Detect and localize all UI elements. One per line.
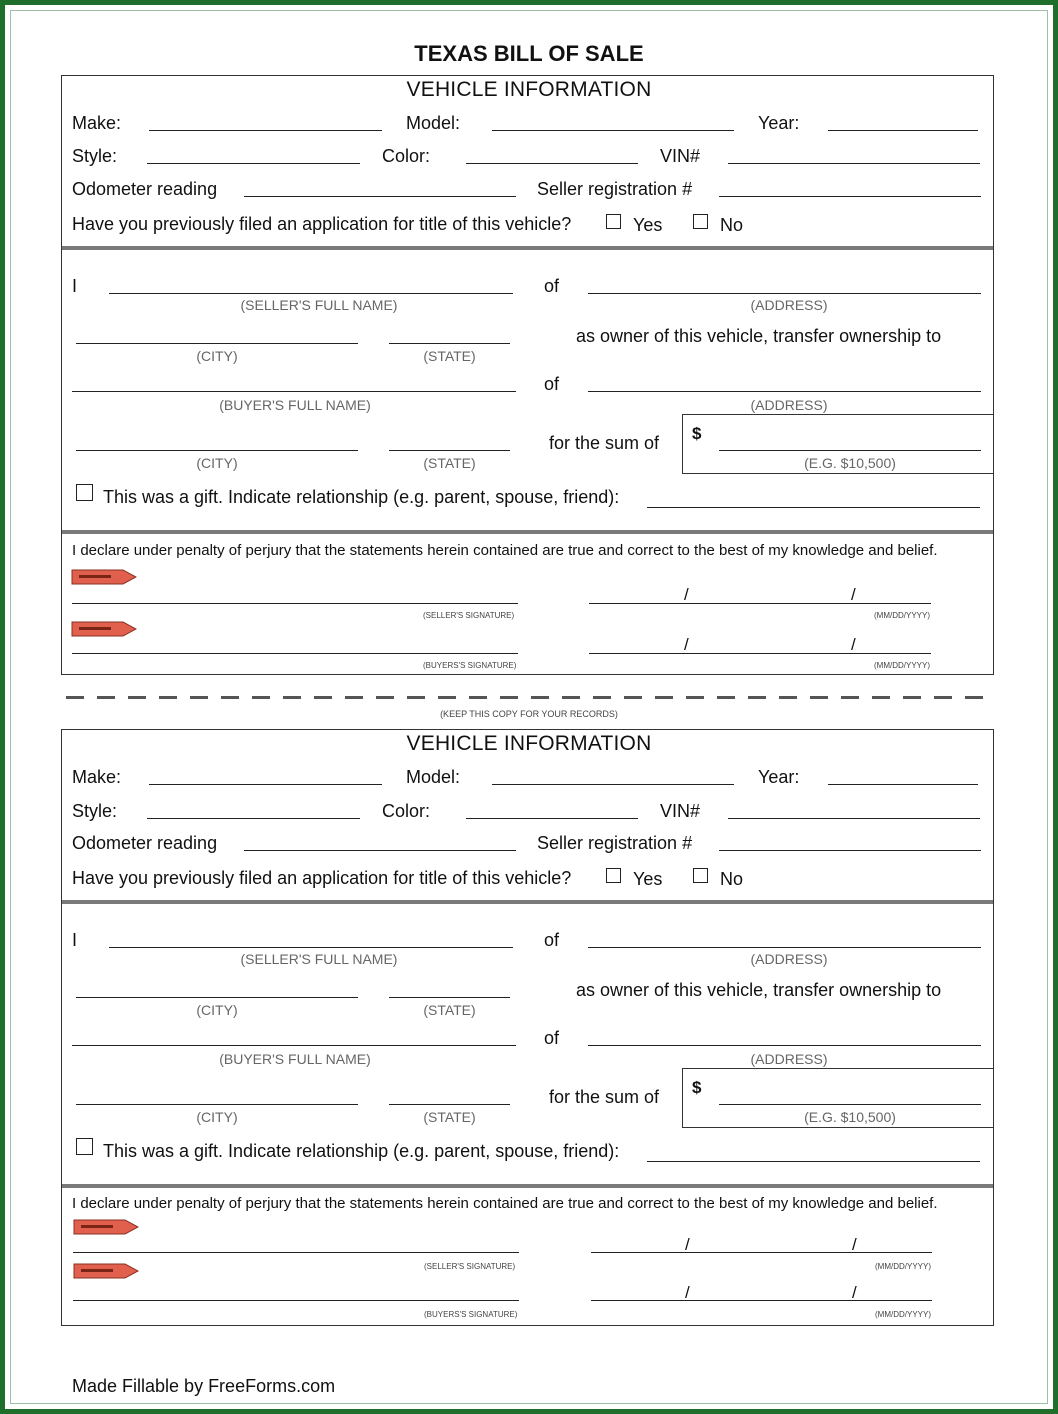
buyer-name-field[interactable] (72, 1045, 516, 1046)
vin-label: VIN# (660, 801, 701, 821)
color-label: Color: (382, 146, 431, 166)
seller-state-caption: (STATE) (423, 348, 476, 364)
buyer-state-field[interactable] (389, 450, 510, 451)
sum-caption: (E.G. $10,500) (804, 455, 896, 471)
seller-address-caption: (ADDRESS) (750, 951, 828, 967)
sign-here-tag (73, 1262, 139, 1280)
buyer-signature-caption: (BUYERS'S SIGNATURE) (424, 1310, 518, 1319)
title-no-label: No (720, 869, 744, 889)
make-field[interactable] (149, 130, 382, 131)
model-field[interactable] (492, 784, 734, 785)
buyer-city-field[interactable] (76, 1104, 358, 1105)
date-slash: / (684, 585, 689, 604)
sign-here-tag (71, 620, 137, 638)
date-slash: / (851, 635, 856, 654)
sum-field[interactable] (719, 1104, 981, 1105)
seller-signature-caption: (SELLER'S SIGNATURE) (423, 611, 515, 620)
title-question: Have you previously filed an application for title of this vehicle? (72, 214, 572, 234)
odometer-label: Odometer reading (72, 179, 218, 199)
owner-transfer-text: as owner of this vehicle, transfer ownership to (576, 980, 942, 1000)
sum-field[interactable] (719, 450, 981, 451)
dollar-sign: $ (692, 424, 702, 443)
section-separator (62, 900, 993, 904)
of-label: of (544, 930, 560, 950)
buyer-name-caption: (BUYER'S FULL NAME) (219, 397, 371, 413)
buyer-address-field[interactable] (588, 391, 981, 392)
buyer-date-caption: (MM/DD/YYYY) (874, 661, 930, 670)
date-slash: / (685, 1235, 690, 1254)
of-label: of (544, 374, 560, 394)
keep-copy-note: (KEEP THIS COPY FOR YOUR RECORDS) (440, 709, 618, 719)
title-question: Have you previously filed an application for title of this vehicle? (72, 868, 572, 888)
date-slash: / (685, 1283, 690, 1302)
i-label: I (72, 276, 78, 296)
model-field[interactable] (492, 130, 734, 131)
seller-date-field[interactable] (591, 1252, 932, 1253)
style-label: Style: (72, 801, 118, 821)
seller-date-field[interactable] (589, 603, 931, 604)
style-label: Style: (72, 146, 118, 166)
buyer-name-field[interactable] (72, 391, 516, 392)
seller-name-field[interactable] (109, 947, 513, 948)
date-slash: / (684, 635, 689, 654)
section-separator (62, 530, 993, 534)
seller-state-field[interactable] (389, 343, 510, 344)
sign-here-tag (71, 568, 137, 586)
gift-checkbox[interactable] (76, 484, 93, 501)
style-field[interactable] (147, 163, 360, 164)
seller-name-field[interactable] (109, 293, 513, 294)
model-label: Model: (406, 767, 461, 787)
vin-field[interactable] (728, 163, 980, 164)
color-field[interactable] (466, 163, 638, 164)
gift-checkbox[interactable] (76, 1138, 93, 1155)
section-separator (62, 246, 993, 250)
odometer-field[interactable] (244, 196, 516, 197)
date-slash: / (852, 1235, 857, 1254)
gift-text: This was a gift. Indicate relationship (e.g. parent, spouse, friend): (103, 1141, 620, 1161)
buyer-state-field[interactable] (389, 1104, 510, 1105)
sum-label: for the sum of (549, 1087, 660, 1107)
year-label: Year: (758, 113, 800, 133)
seller-city-field[interactable] (76, 343, 358, 344)
title-yes-label: Yes (633, 215, 663, 235)
odometer-field[interactable] (244, 850, 516, 851)
seller-signature-field[interactable] (72, 603, 518, 604)
make-field[interactable] (149, 784, 382, 785)
seller-state-caption: (STATE) (423, 1002, 476, 1018)
buyer-signature-caption: (BUYERS'S SIGNATURE) (423, 661, 517, 670)
vin-field[interactable] (728, 818, 980, 819)
seller-date-caption: (MM/DD/YYYY) (874, 611, 930, 620)
year-field[interactable] (828, 784, 978, 785)
vehicle-info-header: VEHICLE INFORMATION (406, 732, 652, 755)
seller-name-caption: (SELLER'S FULL NAME) (240, 297, 398, 313)
sum-caption: (E.G. $10,500) (804, 1109, 896, 1125)
buyer-city-field[interactable] (76, 450, 358, 451)
buyer-state-caption: (STATE) (423, 455, 476, 471)
date-slash: / (851, 585, 856, 604)
seller-state-field[interactable] (389, 997, 510, 998)
buyer-city-caption: (CITY) (196, 455, 238, 471)
odometer-label: Odometer reading (72, 833, 218, 853)
document-title: TEXAS BILL OF SALE (414, 41, 644, 66)
sign-here-tag (73, 1218, 139, 1236)
make-label: Make: (72, 767, 122, 787)
gift-text: This was a gift. Indicate relationship (e.g. parent, spouse, friend): (103, 487, 620, 507)
declaration-text: I declare under penalty of perjury that the statements herein contained are true and correct to the best of my knowledge and belief. (72, 1195, 938, 1212)
color-field[interactable] (466, 818, 638, 819)
title-no-checkbox[interactable] (693, 868, 708, 883)
color-label: Color: (382, 801, 431, 821)
seller-name-caption: (SELLER'S FULL NAME) (240, 951, 398, 967)
vehicle-info-header: VEHICLE INFORMATION (406, 78, 652, 101)
seller-registration-label: Seller registration # (537, 179, 693, 199)
title-yes-label: Yes (633, 869, 663, 889)
make-label: Make: (72, 113, 122, 133)
buyer-date-caption: (MM/DD/YYYY) (875, 1310, 931, 1319)
seller-city-field[interactable] (76, 997, 358, 998)
seller-city-caption: (CITY) (196, 1002, 238, 1018)
gift-relationship-field[interactable] (647, 507, 980, 508)
date-slash: / (852, 1283, 857, 1302)
section-separator (62, 1184, 993, 1188)
gift-relationship-field[interactable] (647, 1161, 980, 1162)
year-field[interactable] (828, 130, 978, 131)
buyer-state-caption: (STATE) (423, 1109, 476, 1125)
style-field[interactable] (147, 818, 360, 819)
of-label: of (544, 276, 560, 296)
declaration-text: I declare under penalty of perjury that the statements herein contained are true and correct to the best of my knowledge and belief. (72, 542, 938, 559)
sum-label: for the sum of (549, 433, 660, 453)
buyer-signature-field[interactable] (73, 1300, 519, 1301)
dollar-sign: $ (692, 1078, 702, 1097)
model-label: Model: (406, 113, 461, 133)
seller-signature-field[interactable] (73, 1252, 519, 1253)
buyer-address-field[interactable] (588, 1045, 981, 1046)
buyer-address-caption: (ADDRESS) (750, 1051, 828, 1067)
owner-transfer-text: as owner of this vehicle, transfer ownership to (576, 326, 942, 346)
of-label: of (544, 1028, 560, 1048)
title-yes-checkbox[interactable] (606, 214, 621, 229)
seller-registration-field[interactable] (719, 850, 981, 851)
buyer-address-caption: (ADDRESS) (750, 397, 828, 413)
vin-label: VIN# (660, 146, 701, 166)
seller-registration-field[interactable] (719, 196, 981, 197)
title-yes-checkbox[interactable] (606, 868, 621, 883)
seller-city-caption: (CITY) (196, 348, 238, 364)
form-copy-1 (0, 0, 1058, 700)
buyer-city-caption: (CITY) (196, 1109, 238, 1125)
title-no-checkbox[interactable] (693, 214, 708, 229)
form-copy-2 (0, 654, 1058, 1354)
seller-address-field[interactable] (588, 293, 981, 294)
buyer-name-caption: (BUYER'S FULL NAME) (219, 1051, 371, 1067)
seller-address-field[interactable] (588, 947, 981, 948)
title-no-label: No (720, 215, 744, 235)
seller-date-caption: (MM/DD/YYYY) (875, 1262, 931, 1271)
i-label: I (72, 930, 78, 950)
seller-signature-caption: (SELLER'S SIGNATURE) (424, 1262, 516, 1271)
buyer-date-field[interactable] (591, 1300, 932, 1301)
footer-credit: Made Fillable by FreeForms.com (72, 1376, 336, 1396)
year-label: Year: (758, 767, 800, 787)
seller-address-caption: (ADDRESS) (750, 297, 828, 313)
seller-registration-label: Seller registration # (537, 833, 693, 853)
